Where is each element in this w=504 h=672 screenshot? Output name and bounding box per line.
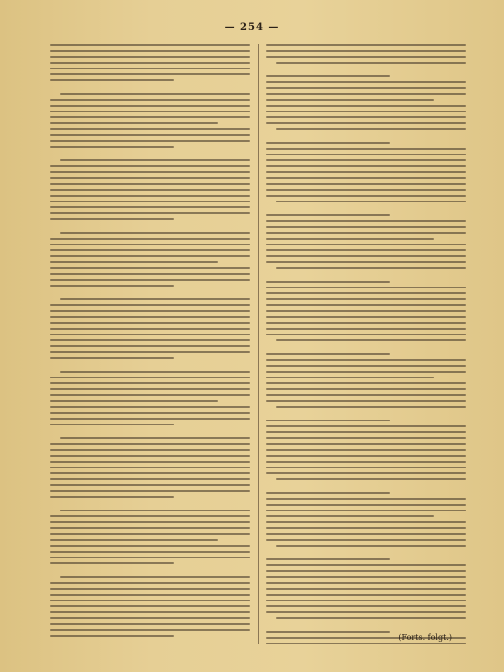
right-text-column [266, 44, 466, 644]
text-line-placeholder [266, 238, 434, 240]
text-line-placeholder [50, 99, 250, 101]
text-line-placeholder [266, 611, 466, 613]
text-line-placeholder [266, 431, 466, 433]
text-line-placeholder [50, 122, 218, 124]
paragraph-gap [266, 273, 466, 277]
text-line-placeholder [276, 406, 466, 408]
text-line-placeholder [266, 226, 466, 228]
text-line-placeholder [50, 334, 250, 336]
text-line-placeholder [266, 116, 466, 118]
text-line-placeholder [50, 394, 250, 396]
text-line-placeholder [266, 600, 466, 602]
text-line-placeholder [266, 93, 466, 95]
text-line-placeholder [266, 99, 434, 101]
text-line-placeholder [276, 339, 466, 341]
text-line-placeholder [50, 582, 250, 584]
paragraph-gap [50, 568, 250, 572]
text-line-placeholder [266, 148, 466, 150]
text-line-placeholder [50, 515, 250, 517]
text-line-placeholder [50, 177, 250, 179]
text-line-placeholder [50, 551, 250, 553]
text-line-placeholder [266, 195, 466, 197]
text-line-placeholder [50, 50, 250, 52]
text-line-placeholder [266, 44, 466, 46]
text-line-placeholder [50, 351, 250, 353]
text-line-placeholder [50, 218, 174, 220]
text-line-placeholder [266, 87, 466, 89]
text-line-placeholder [50, 322, 250, 324]
text-line-placeholder [266, 316, 466, 318]
text-line-placeholder [266, 214, 390, 216]
text-line-placeholder [266, 255, 466, 257]
text-line-placeholder [50, 62, 250, 64]
text-line-placeholder [50, 594, 250, 596]
text-line-placeholder [50, 484, 250, 486]
text-line-placeholder [276, 128, 466, 130]
text-line-placeholder [50, 345, 250, 347]
text-line-placeholder [266, 594, 466, 596]
text-line-placeholder [276, 545, 466, 547]
text-line-placeholder [266, 377, 434, 379]
text-line-placeholder [266, 249, 466, 251]
text-line-placeholder [50, 195, 250, 197]
text-line-placeholder [50, 629, 250, 631]
text-line-placeholder [50, 557, 250, 559]
text-line-placeholder [50, 467, 250, 469]
text-line-placeholder [276, 62, 466, 64]
text-line-placeholder [266, 75, 390, 77]
text-line-placeholder [266, 281, 390, 283]
text-line-placeholder [50, 328, 250, 330]
text-line-placeholder [50, 339, 250, 341]
text-line-placeholder [50, 201, 250, 203]
text-line-placeholder [50, 357, 174, 359]
text-line-placeholder [50, 443, 250, 445]
text-line-placeholder [276, 267, 466, 269]
text-line-placeholder [60, 576, 250, 578]
text-line-placeholder [50, 617, 250, 619]
paragraph-gap [50, 502, 250, 506]
text-line-placeholder [50, 116, 250, 118]
text-line-placeholder [266, 142, 390, 144]
text-line-placeholder [50, 496, 174, 498]
paragraph-gap [266, 484, 466, 488]
text-line-placeholder [50, 273, 250, 275]
text-line-placeholder [266, 521, 466, 523]
text-line-placeholder [60, 371, 250, 373]
text-line-placeholder [50, 267, 250, 269]
page-number: — 254 — [224, 22, 280, 33]
text-line-placeholder [266, 564, 466, 566]
text-line-placeholder [276, 478, 466, 480]
text-line-placeholder [266, 467, 466, 469]
text-line-placeholder [266, 400, 466, 402]
paragraph-gap [266, 206, 466, 210]
text-line-placeholder [50, 539, 218, 541]
text-line-placeholder [50, 623, 250, 625]
text-line-placeholder [266, 498, 466, 500]
text-line-placeholder [50, 611, 250, 613]
text-line-placeholder [266, 292, 466, 294]
text-line-placeholder [266, 510, 466, 512]
text-line-placeholder [50, 449, 250, 451]
text-line-placeholder [266, 244, 466, 246]
text-line-placeholder [50, 382, 250, 384]
column-divider [258, 44, 259, 644]
text-line-placeholder [50, 189, 250, 191]
text-line-placeholder [266, 298, 466, 300]
text-line-placeholder [266, 588, 466, 590]
text-line-placeholder [266, 558, 390, 560]
text-line-placeholder [60, 437, 250, 439]
text-line-placeholder [50, 600, 250, 602]
text-line-placeholder [50, 521, 250, 523]
text-line-placeholder [266, 461, 466, 463]
paragraph-gap [50, 224, 250, 228]
text-line-placeholder [50, 388, 250, 390]
text-line-placeholder [50, 146, 174, 148]
text-line-placeholder [266, 304, 466, 306]
text-line-placeholder [266, 472, 466, 474]
text-line-placeholder [266, 334, 466, 336]
text-line-placeholder [266, 582, 466, 584]
text-line-placeholder [50, 418, 250, 420]
left-text-column [50, 44, 250, 644]
text-line-placeholder [60, 232, 250, 234]
text-line-placeholder [50, 304, 250, 306]
text-line-placeholder [50, 527, 250, 529]
text-line-placeholder [266, 183, 466, 185]
text-line-placeholder [60, 159, 250, 161]
text-line-placeholder [266, 443, 466, 445]
paragraph-gap [266, 412, 466, 416]
text-line-placeholder [266, 328, 466, 330]
text-line-placeholder [266, 232, 466, 234]
text-line-placeholder [50, 244, 250, 246]
text-line-placeholder [50, 400, 218, 402]
text-line-placeholder [266, 322, 466, 324]
text-line-placeholder [50, 44, 250, 46]
text-line-placeholder [266, 371, 466, 373]
text-line-placeholder [60, 298, 250, 300]
text-line-placeholder [266, 177, 466, 179]
text-line-placeholder [50, 73, 250, 75]
text-line-placeholder [266, 154, 466, 156]
text-line-placeholder [50, 140, 250, 142]
text-line-placeholder [50, 111, 250, 113]
text-line-placeholder [50, 212, 250, 214]
text-line-placeholder [266, 56, 466, 58]
text-line-placeholder [50, 478, 250, 480]
paragraph-gap [266, 68, 466, 72]
text-line-placeholder [50, 424, 174, 426]
text-line-placeholder [50, 635, 174, 637]
text-line-placeholder [60, 510, 250, 512]
paragraph-gap [266, 623, 466, 627]
paragraph-gap [50, 152, 250, 156]
text-line-placeholder [266, 492, 390, 494]
text-line-placeholder [266, 111, 466, 113]
text-line-placeholder [266, 122, 466, 124]
text-line-placeholder [50, 533, 250, 535]
text-line-placeholder [50, 255, 250, 257]
text-line-placeholder [266, 455, 466, 457]
text-line-placeholder [50, 79, 174, 81]
text-line-placeholder [266, 394, 466, 396]
text-line-placeholder [50, 165, 250, 167]
text-line-placeholder [266, 310, 466, 312]
text-line-placeholder [266, 220, 466, 222]
text-line-placeholder [50, 545, 250, 547]
text-line-placeholder [50, 68, 250, 70]
text-line-placeholder [50, 183, 250, 185]
text-line-placeholder [50, 206, 250, 208]
text-line-placeholder [266, 437, 466, 439]
text-line-placeholder [266, 105, 466, 107]
text-line-placeholder [266, 515, 434, 517]
text-line-placeholder [50, 461, 250, 463]
paragraph-gap [266, 551, 466, 555]
text-line-placeholder [50, 316, 250, 318]
text-line-placeholder [266, 570, 466, 572]
text-line-placeholder [266, 171, 466, 173]
text-line-placeholder [50, 605, 250, 607]
text-line-placeholder [266, 449, 466, 451]
text-line-placeholder [50, 128, 250, 130]
paragraph-gap [50, 641, 250, 645]
continuation-marker: (Forts. folgt.) [398, 633, 452, 642]
text-line-placeholder [266, 365, 466, 367]
text-line-placeholder [266, 631, 390, 633]
paragraph-gap [50, 363, 250, 367]
text-line-placeholder [266, 159, 466, 161]
text-line-placeholder [50, 472, 250, 474]
text-line-placeholder [50, 377, 250, 379]
text-line-placeholder [266, 50, 466, 52]
text-line-placeholder [266, 189, 466, 191]
text-line-placeholder [50, 56, 250, 58]
text-line-placeholder [50, 105, 250, 107]
text-line-placeholder [266, 533, 466, 535]
text-line-placeholder [50, 285, 174, 287]
text-line-placeholder [50, 412, 250, 414]
text-line-placeholder [50, 562, 174, 564]
text-line-placeholder [50, 406, 250, 408]
text-line-placeholder [276, 201, 466, 203]
text-line-placeholder [266, 643, 466, 645]
text-line-placeholder [50, 238, 250, 240]
text-line-placeholder [266, 527, 466, 529]
text-line-placeholder [266, 539, 466, 541]
text-line-placeholder [266, 420, 390, 422]
text-line-placeholder [266, 388, 466, 390]
text-line-placeholder [50, 455, 250, 457]
text-line-placeholder [276, 617, 466, 619]
text-line-placeholder [266, 504, 466, 506]
text-line-placeholder [266, 605, 466, 607]
text-line-placeholder [50, 279, 250, 281]
paragraph-gap [266, 345, 466, 349]
paragraph-gap [266, 134, 466, 138]
text-line-placeholder [266, 165, 466, 167]
paragraph-gap [50, 85, 250, 89]
paragraph-gap [50, 291, 250, 295]
text-line-placeholder [50, 171, 250, 173]
text-line-placeholder [266, 425, 466, 427]
text-line-placeholder [266, 576, 466, 578]
text-line-placeholder [266, 81, 466, 83]
text-line-placeholder [50, 310, 250, 312]
text-line-placeholder [50, 134, 250, 136]
text-line-placeholder [50, 261, 218, 263]
text-line-placeholder [266, 261, 466, 263]
text-line-placeholder [266, 353, 390, 355]
text-line-placeholder [266, 359, 466, 361]
text-line-placeholder [60, 93, 250, 95]
text-line-placeholder [50, 249, 250, 251]
text-line-placeholder [266, 287, 466, 289]
text-line-placeholder [50, 588, 250, 590]
text-line-placeholder [266, 382, 466, 384]
text-line-placeholder [50, 490, 250, 492]
paragraph-gap [50, 429, 250, 433]
